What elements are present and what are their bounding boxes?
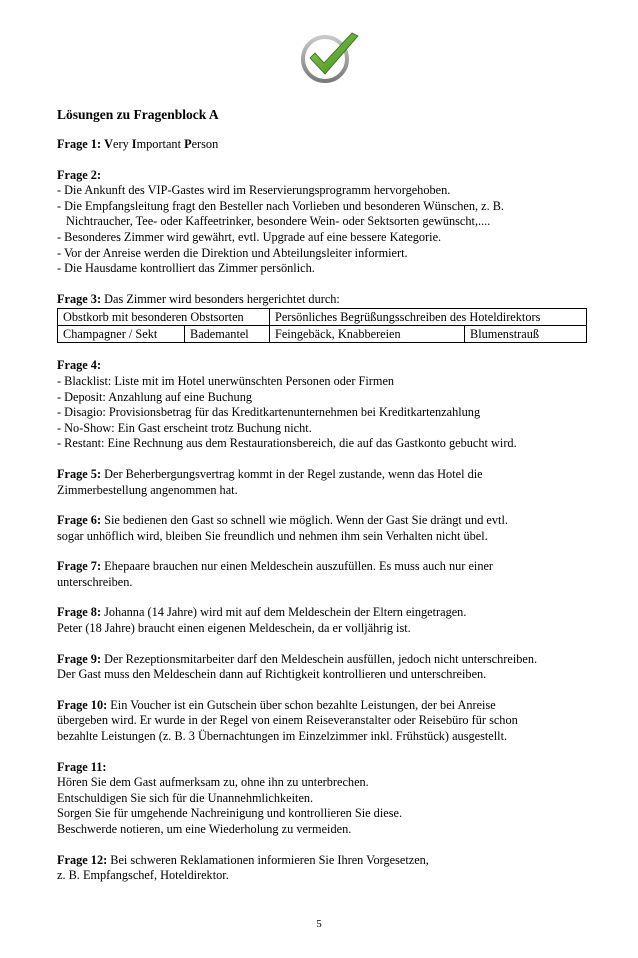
answer-text: Ein Voucher ist ein Gutschein über schon bezahlte Leistungen, der bei Anreise: [107, 697, 496, 712]
answer-line: sogar unhöflich wird, bleiben Sie freundlich und nehmen ihm sein Verhalten nicht übel.: [57, 528, 488, 543]
question-label: Frage 12:: [57, 852, 108, 867]
room-preparation-table: [57, 308, 587, 343]
table-row: [58, 309, 587, 326]
question-label: Frage 10:: [57, 697, 108, 712]
page-number: 5: [316, 918, 322, 930]
answer-line: - No-Show: Ein Gast erscheint trotz Buchung nicht.: [57, 420, 312, 435]
answer-line: - Die Empfangsleitung fragt den Besteller nach Vorlieben und besonderen Wünschen, z. B.: [57, 198, 505, 213]
answer-text: erson: [191, 137, 219, 151]
question-9: [57, 652, 597, 683]
answer-line: - Deposit: Anzahlung auf eine Buchung: [57, 389, 252, 404]
question-label: Frage 3:: [57, 291, 102, 306]
answer-line: Der Gast muss den Meldeschein dann auf Richtigkeit kontrollieren und unterschreiben.: [57, 667, 487, 682]
answer-line: - Besonderes Zimmer wird gewährt, evtl. Upgrade auf eine bessere Kategorie.: [57, 229, 442, 244]
answer-line: Sorgen Sie für umgehende Nachreinigung und kontrollieren Sie diese.: [57, 806, 403, 821]
table-cell: Champagner / Sekt: [58, 326, 185, 343]
answer-text: Ehepaare brauchen nur einen Meldeschein auszufüllen. Es muss auch nur einer: [101, 559, 494, 574]
question-label: Frage 7:: [57, 559, 102, 574]
answer-line: unterschreiben.: [57, 574, 133, 589]
answer-line: Peter (18 Jahre) braucht einen eigenen Meldeschein, da er volljährig ist.: [57, 621, 411, 636]
answer-line: - Die Ankunft des VIP-Gastes wird im Reservierungsprogramm hervorgehoben.: [57, 183, 451, 198]
answer-line: Nichtraucher, Tee- oder Kaffeetrinker, besondere Wein- oder Sektsorten gewünscht,....: [66, 214, 491, 229]
answer-line: - Vor der Anreise werden die Direktion und Abteilungsleiter informiert.: [57, 245, 408, 260]
answer-line: Zimmerbestellung angenommen hat.: [57, 482, 238, 497]
answer-line: z. B. Empfangschef, Hoteldirektor.: [57, 868, 229, 883]
question-label: Frage 1:: [57, 137, 102, 151]
answer-line: bezahlte Leistungen (z. B. 3 Übernachtungen im Einzelzimmer inkl. Frühstück) ausgestellt.: [57, 729, 508, 744]
page-heading: Lösungen zu Fragenblock A: [57, 107, 219, 122]
question-12: [57, 853, 597, 884]
answer-line: Beschwerde notieren, um eine Wiederholung zu vermeiden.: [57, 822, 352, 836]
question-6: [57, 513, 597, 544]
question-10: [57, 698, 597, 745]
table-row: [58, 326, 587, 343]
answer-line: - Blacklist: Liste mit im Hotel unerwünschten Personen oder Firmen: [57, 373, 395, 388]
answer-line: Entschuldigen Sie sich für die Unannehmlichkeiten.: [57, 790, 314, 805]
answer-line: - Disagio: Provisionsbetrag für das Kreditkartenunternehmen bei Kreditkartenzahlung: [57, 405, 481, 420]
answer-line: übergeben wird. Er wurde in der Regel von einem Reiseveranstalter oder Reisebüro für schon: [57, 713, 518, 728]
table-cell: Blumenstrauß: [465, 326, 587, 343]
table-cell: Feingebäck, Knabbereien: [270, 326, 465, 343]
answer-text: mportant: [136, 137, 185, 151]
question-7: [57, 559, 597, 590]
answer-line: - Restant: Eine Rechnung aus dem Restaurationsbereich, die auf das Gastkonto gebucht wird.: [57, 436, 517, 451]
answer-text: Johanna (14 Jahre) wird mit auf dem Meldeschein der Eltern eingetragen.: [101, 605, 467, 620]
question-label: Frage 9:: [57, 651, 102, 666]
question-1: [57, 137, 597, 153]
answer-text: Der Rezeptionsmitarbeiter darf den Meldeschein ausfüllen, jedoch nicht unterschreiben.: [101, 651, 538, 666]
question-label: Frage 5:: [57, 466, 102, 481]
question-label: Frage 2:: [57, 167, 102, 182]
checkmark-icon: [298, 30, 360, 84]
question-3: [57, 292, 597, 344]
question-8: [57, 605, 597, 636]
table-cell: Obstkorb mit besonderen Obstsorten: [58, 309, 270, 326]
question-label: Frage 11:: [57, 759, 107, 774]
answer-text: Das Zimmer wird besonders hergerichtet durch:: [101, 291, 340, 306]
question-11: [57, 760, 597, 838]
question-label: Frage 8:: [57, 605, 102, 620]
answer-text: Der Beherbergungsvertrag kommt in der Regel zustande, wenn das Hotel die: [101, 466, 483, 481]
acronym-letter-i: I: [131, 137, 137, 151]
table-cell: Bademantel: [185, 326, 270, 343]
acronym-letter-v: V: [104, 137, 114, 151]
question-5: [57, 467, 597, 498]
question-2: [57, 168, 597, 277]
answer-text: Sie bedienen den Gast so schnell wie möglich. Wenn der Gast Sie drängt und evtl.: [101, 513, 508, 528]
table-cell: Persönliches Begrüßungsschreiben des Hoteldirektors: [270, 309, 587, 326]
question-label: Frage 6:: [57, 513, 102, 528]
document-body: [57, 106, 597, 899]
question-label: Frage 4:: [57, 358, 102, 373]
question-4: [57, 358, 597, 452]
answer-text: ery: [113, 137, 132, 151]
answer-line: - Die Hausdame kontrolliert das Zimmer persönlich.: [57, 261, 315, 276]
acronym-letter-p: P: [184, 137, 192, 151]
answer-text: Bei schweren Reklamationen informieren Sie Ihren Vorgesetzen,: [107, 852, 429, 867]
answer-line: Hören Sie dem Gast aufmerksam zu, ohne ihn zu unterbrechen.: [57, 775, 369, 790]
